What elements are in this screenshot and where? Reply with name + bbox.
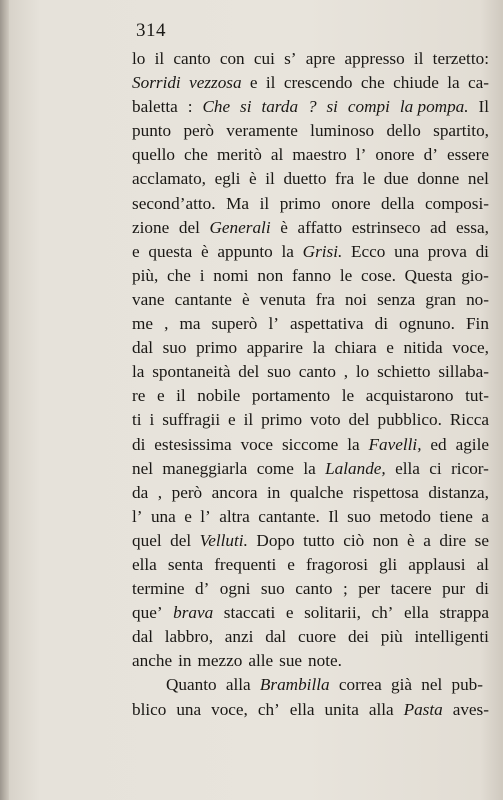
- word: del: [348, 410, 370, 430]
- text-line: [132, 625, 489, 649]
- word: gli: [379, 554, 398, 574]
- word: tacere: [390, 579, 432, 599]
- word: ella: [289, 699, 315, 719]
- word: venuta: [259, 289, 306, 309]
- word: aspettativa: [290, 314, 364, 334]
- word: però: [171, 482, 203, 502]
- word: la: [347, 434, 360, 454]
- word: onore: [331, 193, 371, 213]
- word: il: [243, 410, 254, 430]
- word: anche: [132, 651, 173, 671]
- word: si: [240, 97, 252, 117]
- word: suo: [267, 362, 291, 382]
- word: chiude: [393, 73, 439, 93]
- word: estesissima: [154, 434, 232, 454]
- word: alla: [225, 675, 251, 695]
- text-line: [132, 312, 489, 336]
- word: Lalande,: [325, 458, 386, 478]
- word: è: [201, 241, 209, 261]
- word: unita: [324, 699, 359, 719]
- word: voce,: [211, 699, 248, 719]
- word: suffragii: [162, 410, 221, 430]
- word: al: [270, 145, 284, 165]
- word: noi: [344, 289, 367, 309]
- word: tutto: [303, 530, 335, 550]
- word: distanza,: [428, 482, 489, 502]
- text-line: [132, 649, 489, 673]
- word: ricor-: [451, 458, 489, 478]
- word: chiara: [334, 338, 377, 358]
- word: dal: [132, 338, 153, 358]
- word: labbro,: [164, 627, 213, 647]
- word: canto: [298, 362, 336, 382]
- word: i: [199, 265, 205, 285]
- word: no-: [466, 289, 489, 309]
- word: nobile: [197, 386, 241, 406]
- text-line: [132, 433, 489, 457]
- word: superò: [211, 314, 258, 334]
- word: le: [362, 169, 376, 189]
- word: e: [249, 73, 258, 93]
- body-text: [132, 47, 489, 722]
- word: duetto: [283, 169, 327, 189]
- word: essa,: [455, 217, 489, 237]
- word: canto: [173, 49, 211, 68]
- text-line: [132, 384, 489, 408]
- word: spontaneità: [152, 362, 231, 382]
- word: strappa: [439, 603, 489, 623]
- word: sue: [279, 651, 303, 671]
- word: l’: [200, 506, 211, 526]
- text-line: [132, 673, 489, 697]
- word: zione: [132, 217, 170, 237]
- word: Sorridi: [132, 73, 181, 93]
- word: non: [257, 265, 284, 285]
- word: voto: [310, 410, 341, 430]
- word: onore: [375, 145, 415, 165]
- word: ma: [179, 314, 201, 334]
- word: Generali: [209, 217, 271, 237]
- word: suo: [347, 506, 372, 526]
- word: estrinseco: [351, 217, 421, 237]
- word: e: [184, 506, 192, 526]
- word: frequenti: [214, 554, 277, 574]
- word: Ricca: [449, 410, 489, 430]
- word: del: [170, 530, 192, 550]
- word: ?: [307, 97, 317, 117]
- word: nel: [467, 169, 489, 189]
- text-line: [132, 408, 489, 432]
- text-line: [132, 288, 489, 312]
- word: il: [259, 193, 270, 213]
- word: una: [176, 699, 202, 719]
- word: terzetto:: [432, 49, 489, 68]
- word: che: [184, 145, 208, 165]
- word: Dopo: [256, 530, 295, 550]
- word: Quanto: [166, 675, 217, 695]
- word: ch’: [257, 699, 280, 719]
- word: pub-: [451, 675, 483, 695]
- text-line: [132, 192, 489, 216]
- word: i: [149, 410, 155, 430]
- text-line: [132, 264, 489, 288]
- word: ca-: [468, 73, 489, 93]
- word: mezzo: [197, 651, 243, 671]
- word: Pasta: [403, 699, 443, 719]
- word: anzi: [224, 627, 254, 647]
- word: e: [132, 241, 140, 261]
- word: dal: [265, 627, 287, 647]
- word: cose.: [361, 265, 396, 285]
- word: blico: [132, 699, 167, 719]
- word: ad: [430, 217, 447, 237]
- word: donne: [417, 169, 460, 189]
- word: cuore: [297, 627, 337, 647]
- word: Velluti.: [199, 530, 248, 550]
- word: già: [391, 675, 413, 695]
- word: dei: [347, 627, 369, 647]
- text-line: [132, 336, 489, 360]
- text-line: [132, 505, 489, 529]
- word: prova: [427, 241, 467, 261]
- word: del: [238, 362, 260, 382]
- word: cantante: [174, 289, 232, 309]
- word: tiene: [439, 506, 473, 526]
- word: acclamato,: [132, 169, 206, 189]
- word: pubblico.: [377, 410, 442, 430]
- word: Ecco: [351, 241, 386, 261]
- word: tut-: [465, 386, 489, 406]
- word: acquistarono: [365, 386, 454, 406]
- text-line: [132, 601, 489, 625]
- word: il: [176, 386, 186, 406]
- word: applausi: [408, 554, 466, 574]
- word: brava: [173, 603, 214, 623]
- word: voce: [240, 434, 274, 454]
- word: note.: [308, 651, 342, 671]
- word: ed: [430, 434, 447, 454]
- word: questa: [148, 241, 193, 261]
- word: Fin: [465, 314, 489, 334]
- word: di: [374, 314, 388, 334]
- word: della: [381, 193, 415, 213]
- word: la: [312, 338, 326, 358]
- word: ch’: [371, 603, 394, 623]
- word: apre: [305, 49, 336, 68]
- text-line: [132, 481, 489, 505]
- word: ella: [132, 554, 157, 574]
- word: quel: [132, 530, 162, 550]
- text-line: [132, 47, 489, 71]
- word: sillaba-: [438, 362, 489, 382]
- word: è: [407, 530, 415, 550]
- word: il: [154, 49, 165, 68]
- word: Brambilla: [259, 675, 330, 695]
- word: l’: [132, 506, 143, 526]
- word: ancora: [211, 482, 258, 502]
- word: in: [267, 482, 281, 502]
- word: Grisi.: [302, 241, 343, 261]
- word: Il: [328, 506, 339, 526]
- word: altra: [219, 506, 250, 526]
- word: e: [285, 603, 294, 623]
- word: come: [256, 458, 294, 478]
- word: si: [326, 97, 338, 117]
- word: se: [474, 530, 489, 550]
- text-line: [132, 553, 489, 577]
- word: è: [242, 289, 250, 309]
- word: Favelli,: [368, 434, 422, 454]
- word: apparire: [246, 338, 304, 358]
- word: da: [132, 482, 149, 502]
- word: spartito,: [433, 121, 489, 141]
- word: metodo: [379, 506, 432, 526]
- word: le: [341, 386, 355, 406]
- word: voce,: [452, 338, 489, 358]
- word: primo: [279, 193, 321, 213]
- word: maneggiarla: [162, 458, 248, 478]
- word: non: [372, 530, 399, 550]
- word: rispettosa: [352, 482, 419, 502]
- word: second’atto.: [132, 193, 216, 213]
- word: senza: [377, 289, 416, 309]
- word: con: [219, 49, 245, 68]
- word: in: [178, 651, 192, 671]
- word: di: [475, 241, 489, 261]
- word: cantante.: [258, 506, 320, 526]
- word: egli: [214, 169, 241, 189]
- word: dello: [386, 121, 421, 141]
- word: gran: [425, 289, 456, 309]
- word: e: [228, 410, 236, 430]
- word: siccome: [281, 434, 339, 454]
- word: vezzosa: [189, 73, 242, 93]
- word: agile: [455, 434, 489, 454]
- word: nel: [421, 675, 443, 695]
- word: senta: [167, 554, 204, 574]
- text-line: [132, 216, 489, 240]
- word: fra: [335, 169, 355, 189]
- word: correa: [338, 675, 382, 695]
- word: punto: [132, 121, 172, 141]
- word: ,: [343, 362, 349, 382]
- word: ;: [342, 579, 348, 599]
- word: alle: [248, 651, 274, 671]
- word: al: [476, 554, 489, 574]
- word: pur: [442, 579, 466, 599]
- word: dal: [132, 627, 153, 647]
- word: più: [380, 627, 403, 647]
- word: e: [287, 554, 295, 574]
- word: vane: [132, 289, 165, 309]
- word: per: [358, 579, 381, 599]
- word: il: [265, 169, 275, 189]
- word: Questa: [404, 265, 453, 285]
- word: qualche: [289, 482, 344, 502]
- word: ognuno.: [399, 314, 455, 334]
- word: nitida: [403, 338, 443, 358]
- word: due: [383, 169, 409, 189]
- word: dire: [439, 530, 467, 550]
- word: Il: [478, 97, 489, 117]
- word: intelligenti: [414, 627, 489, 647]
- page-gutter-shadow: [0, 0, 9, 800]
- word: termine: [132, 579, 185, 599]
- word: la: [281, 241, 294, 261]
- word: tarda: [261, 97, 299, 117]
- word: staccati: [223, 603, 276, 623]
- word: di: [475, 579, 489, 599]
- word: fra: [315, 289, 335, 309]
- word: a: [481, 506, 489, 526]
- text-line: [132, 457, 489, 481]
- word: suo: [162, 338, 187, 358]
- word: ella: [403, 603, 429, 623]
- word: Che: [202, 97, 231, 117]
- word: appunto: [217, 241, 273, 261]
- word: s’: [284, 49, 297, 68]
- word: ella: [395, 458, 420, 478]
- word: Ma: [226, 193, 250, 213]
- word: lo: [132, 49, 146, 68]
- word: che: [167, 265, 191, 285]
- word: ,: [157, 482, 163, 502]
- word: fanno: [291, 265, 332, 285]
- text-line: [132, 577, 489, 601]
- word: primo: [196, 338, 238, 358]
- word: ogni: [219, 579, 251, 599]
- word: compi: [347, 97, 390, 117]
- word: composi-: [425, 193, 489, 213]
- word: d’: [194, 579, 210, 599]
- word: però: [183, 121, 214, 141]
- word: la pompa.: [399, 97, 469, 117]
- word: alla: [368, 699, 394, 719]
- text-line: [132, 95, 489, 119]
- word: meritò: [216, 145, 262, 165]
- word: più,: [132, 265, 159, 285]
- word: aves-: [452, 699, 489, 719]
- page-number: 314: [136, 20, 166, 41]
- word: il: [265, 73, 276, 93]
- word: ti: [132, 410, 142, 430]
- word: nel: [132, 458, 153, 478]
- word: nomi: [213, 265, 249, 285]
- text-line: [132, 240, 489, 264]
- word: solitarii,: [304, 603, 361, 623]
- word: le: [339, 265, 353, 285]
- text-line: [132, 360, 489, 384]
- word: luminoso: [310, 121, 375, 141]
- word: ,: [164, 314, 169, 334]
- text-line: [132, 167, 489, 191]
- text-line: [132, 143, 489, 167]
- word: del: [178, 217, 200, 237]
- word: portamento: [251, 386, 331, 406]
- word: suo: [260, 579, 285, 599]
- word: che: [360, 73, 385, 93]
- word: lo: [355, 362, 370, 382]
- word: cui: [253, 49, 275, 68]
- word: quello: [132, 145, 175, 165]
- word: il: [413, 49, 424, 68]
- word: essere: [447, 145, 489, 165]
- word: maestro: [292, 145, 347, 165]
- word: fragorosi: [305, 554, 368, 574]
- word: l’: [355, 145, 367, 165]
- word: l’: [268, 314, 279, 334]
- word: la: [303, 458, 316, 478]
- word: :: [187, 97, 193, 117]
- word: re: [132, 386, 146, 406]
- text-line: [132, 119, 489, 143]
- text-line: [132, 698, 489, 722]
- word: ciò: [343, 530, 365, 550]
- word: canto: [295, 579, 333, 599]
- word: me: [132, 314, 153, 334]
- word: crescendo: [283, 73, 353, 93]
- word: una: [394, 241, 419, 261]
- word: è: [249, 169, 257, 189]
- word: que’: [132, 603, 163, 623]
- word: schietto: [377, 362, 431, 382]
- word: gio-: [461, 265, 489, 285]
- text-line: [132, 71, 489, 95]
- word: primo: [261, 410, 303, 430]
- word: e: [156, 386, 165, 406]
- word: baletta: [132, 97, 178, 117]
- word: la: [447, 73, 460, 93]
- word: a: [423, 530, 431, 550]
- word: è: [280, 217, 288, 237]
- word: affatto: [297, 217, 343, 237]
- word: ci: [429, 458, 442, 478]
- word: veramente: [226, 121, 298, 141]
- word: d’: [423, 145, 438, 165]
- word: la: [132, 362, 145, 382]
- word: e: [386, 338, 394, 358]
- word: di: [132, 434, 146, 454]
- word: appresso: [344, 49, 405, 68]
- word: una: [150, 506, 176, 526]
- text-line: [132, 529, 489, 553]
